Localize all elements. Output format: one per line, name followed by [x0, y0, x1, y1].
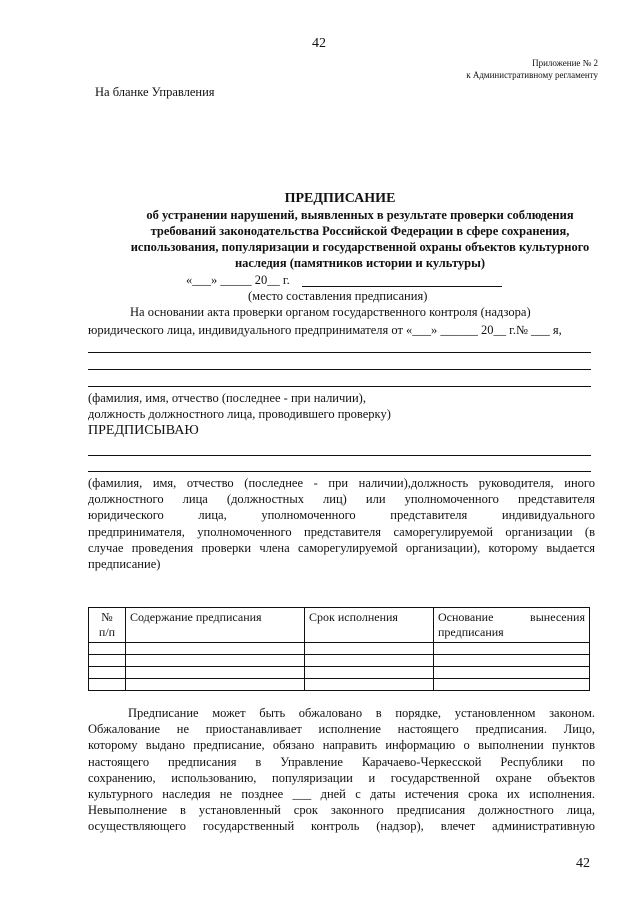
- title-line-2: требований законодательства Российской Федерации в сфере сохранения,: [150, 224, 570, 238]
- appendix-reference: к Административному регламенту: [466, 70, 598, 80]
- place-caption: (место составления предписания): [248, 289, 428, 303]
- letterhead-note: На бланке Управления: [95, 85, 215, 99]
- closing-line: настоящего предписания в Управление Карачаево-Черкесской Республики по: [88, 754, 595, 769]
- table-row: [89, 667, 590, 679]
- place-blank-line: [302, 286, 502, 287]
- title-line-3: использования, популяризации и государственной охраны объектов культурного: [130, 240, 590, 254]
- recipient-caption-line: предписание): [88, 557, 161, 572]
- header-deadline: Срок исполнения: [305, 608, 434, 643]
- recipient-caption: [88, 475, 595, 572]
- page-number-top: 42: [312, 36, 326, 51]
- document-title: ПРЕДПИСАНИЕ: [284, 191, 396, 206]
- basis-line-2: юридического лица, индивидуального предпринимателя от «___» ______ 20__ г.№ ___ я,: [88, 323, 562, 337]
- header-basis: [434, 608, 590, 643]
- inspector-caption-1: (фамилия, имя, отчество (последнее - при наличии),: [88, 391, 366, 405]
- blank-line-1: [88, 352, 591, 353]
- table-header-row: [89, 608, 590, 643]
- closing-line: осуществляющего государственный контроль (надзор), влечет административную: [88, 819, 595, 834]
- closing-line: которому выдано предписание, обязано направить информацию о выполнении пунктов: [88, 738, 595, 753]
- closing-line: сохранению, использованию, популяризации и государственной охране объектов: [88, 770, 595, 785]
- header-basis-line2: предписания: [438, 625, 504, 639]
- recipient-caption-line: случае проведения проверки члена саморегулируемой организации), которому выдается: [88, 540, 595, 555]
- header-number: [89, 608, 126, 643]
- inspector-caption-2: должность должностного лица, проводившего проверку): [88, 407, 391, 421]
- prescription-table: [88, 607, 590, 691]
- table-row: [89, 643, 590, 655]
- table-row: [89, 679, 590, 691]
- closing-line: Предписание может быть обжаловано в порядке, установленном законом.: [128, 706, 595, 720]
- date-field: «___» _____ 20__ г.: [186, 273, 290, 287]
- header-basis-line1: Основание вынесения: [438, 610, 585, 624]
- appendix-number: Приложение № 2: [532, 58, 598, 68]
- basis-line-1: На основании акта проверки органом государственного контроля (надзора): [130, 305, 531, 319]
- closing-line: культурного наследия не позднее ___ дней с даты истечения срока их исполнения.: [88, 787, 595, 802]
- recipient-caption-line: юридического лица, уполномоченного представителя индивидуального: [88, 508, 595, 523]
- recipient-caption-line: должностного лица (должностных лиц) или уполномоченного представителя: [88, 492, 595, 507]
- recipient-caption-line: предпринимателя, уполномоченного представителя саморегулируемой организации (в: [88, 524, 595, 539]
- blank-line-2: [88, 369, 591, 370]
- table-row: [89, 655, 590, 667]
- header-number-line1: №: [101, 610, 113, 624]
- blank-line-4: [88, 455, 591, 456]
- order-word: ПРЕДПИСЫВАЮ: [88, 423, 199, 438]
- header-number-line2: п/п: [98, 625, 116, 639]
- blank-line-3: [88, 386, 591, 387]
- blank-line-5: [88, 471, 591, 472]
- closing-paragraph: [88, 705, 595, 835]
- closing-line: Невыполнение в установленный срок законного предписания должностного лица,: [88, 803, 595, 818]
- title-line-4: наследия (памятников истории и культуры): [234, 256, 486, 270]
- page-number-bottom: 42: [576, 856, 590, 871]
- closing-line: Обжалование не приостанавливает исполнение настоящего предписания. Лицо,: [88, 722, 595, 737]
- recipient-caption-line: (фамилия, имя, отчество (последнее - при наличии),должность руководителя, иного: [88, 476, 595, 490]
- title-line-1: об устранении нарушений, выявленных в результате проверки соблюдения: [146, 208, 574, 222]
- header-content: Содержание предписания: [126, 608, 305, 643]
